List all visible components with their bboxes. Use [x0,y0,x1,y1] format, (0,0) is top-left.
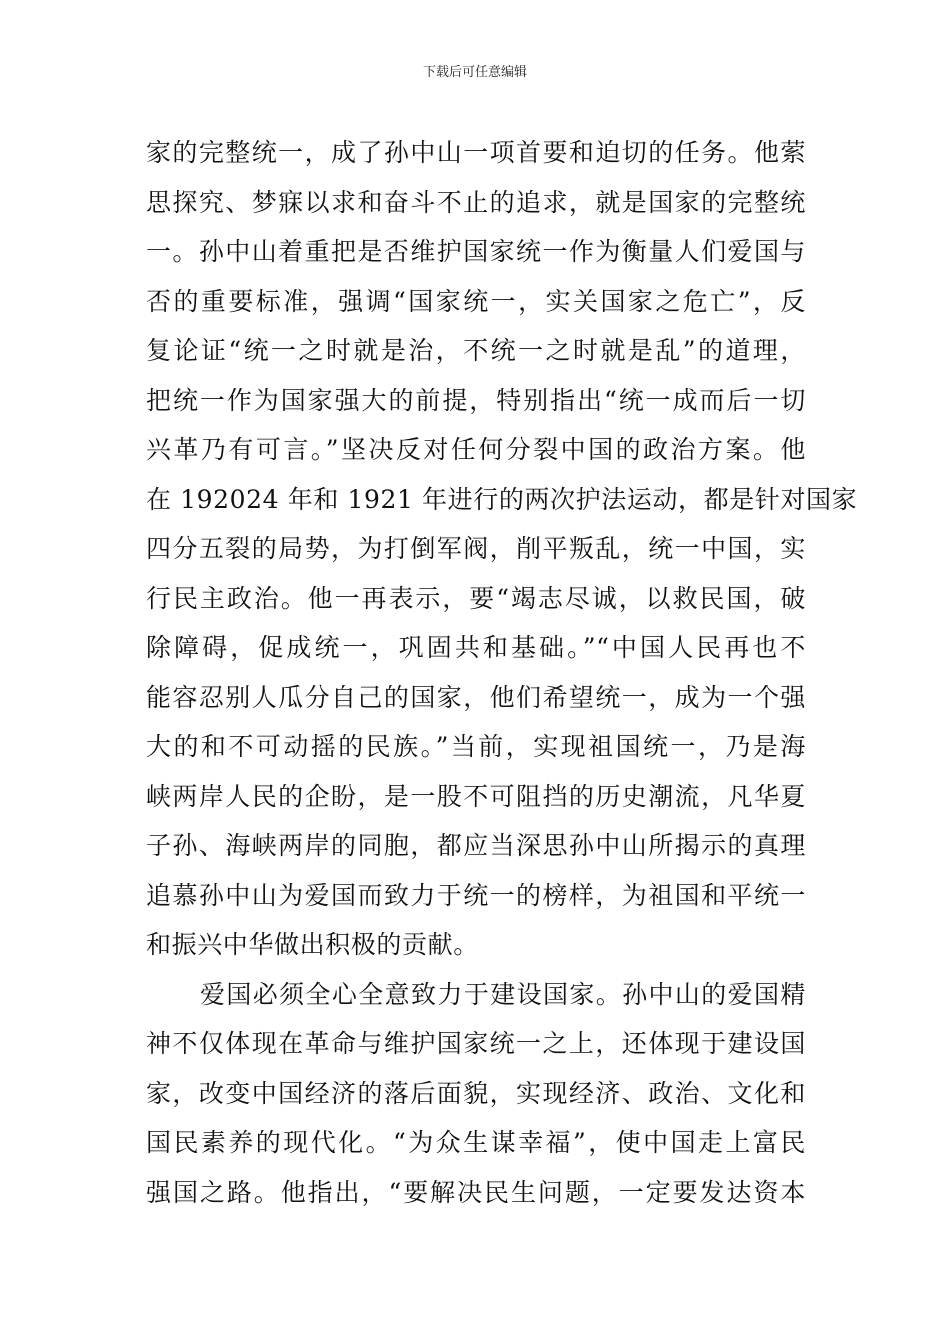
paragraph-2 [146,970,806,1218]
text-line: 四分五裂的局势，为打倒军阀，削平叛乱，统一中国，实 [146,534,806,563]
page-header: 下载后可任意编辑 [422,65,527,80]
text-line: 子孙、海峡两岸的同胞，都应当深思孙中山所揭示的真理 [146,831,806,860]
document-body [146,128,858,1217]
text-line: 神不仅体现在革命与维护国家统一之上，还体现于建设国 [146,1029,806,1058]
text-line: 大的和不可动摇的民族。”当前，实现祖国统一，乃是海 [146,732,806,761]
text-line: 能容忍别人瓜分自己的国家，他们希望统一，成为一个强 [146,682,806,712]
text-line: 追慕孙中山为爱国而致力于统一的榜样，为祖国和平统一 [146,880,806,910]
text-line: 家，改变中国经济的落后面貌，实现经济、政治、文化和 [146,1078,806,1108]
text-line: 国民素养的现代化。“为众生谋幸福”，使中国走上富民 [146,1128,806,1157]
text-line: 在 192024 年和 1921 年进行的两次护法运动，都是针对国家 [146,484,858,514]
text-line: 强国之路。他指出，“要解决民生问题，一定要发达资本 [146,1177,806,1207]
text-line: 把统一作为国家强大的前提，特别指出“统一成而后一切 [146,385,806,415]
text-line: 和振兴中华做出积极的贡献。 [146,930,479,959]
paragraph-1 [146,128,858,970]
text-line: 家的完整统一，成了孙中山一项首要和迫切的任务。他萦 [146,138,806,167]
text-line: 行民主政治。他一再表示，要“竭志尽诚，以救民国，破 [146,583,806,613]
text-line: 一。孙中山着重把是否维护国家统一作为衡量人们爱国与 [146,237,806,266]
text-line: 爱国必须全心全意致力于建设国家。孙中山的爱国精 [200,979,806,1009]
text-line: 兴革乃有可言。”坚决反对任何分裂中国的政治方案。他 [146,435,806,464]
text-line: 思探究、梦寐以求和奋斗不止的追求，就是国家的完整统 [146,187,806,217]
text-line: 复论证“统一之时就是治，不统一之时就是乱”的道理， [146,336,806,365]
text-line: 除障碍，促成统一，巩固共和基础。”“中国人民再也不 [146,633,806,662]
text-line: 否的重要标准，强调“国家统一，实关国家之危亡”，反 [146,286,806,316]
text-line: 峡两岸人民的企盼，是一股不可阻挡的历史潮流，凡华夏 [146,781,806,811]
